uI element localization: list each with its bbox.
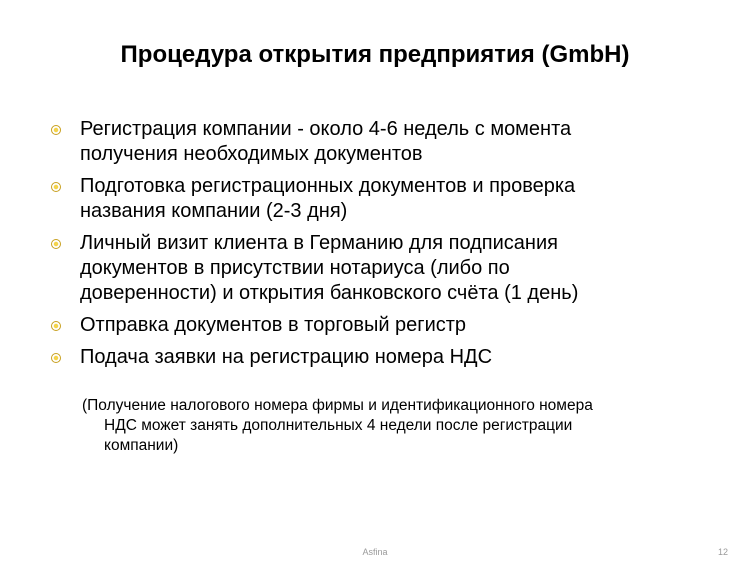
note-line: (Получение налогового номера фирмы и идентификационного номера — [82, 397, 593, 414]
note-line: НДС может занять дополнительных 4 недели после регистрации — [104, 417, 573, 434]
bullet-circle-icon — [51, 239, 61, 249]
vat-note — [82, 396, 722, 456]
bullet-line: доверенности) и открытия банковского счёта (1 день) — [80, 282, 579, 304]
bullet-line: названия компании (2-3 дня) — [80, 200, 348, 222]
bullet-line: Регистрация компании - около 4-6 недель с момента — [80, 118, 572, 140]
bullet-line: Личный визит клиента в Германию для подписания — [80, 232, 558, 254]
bullet-circle-icon — [51, 353, 61, 363]
bullet-list — [48, 117, 708, 377]
bullet-line: Подготовка регистрационных документов и проверка — [80, 175, 576, 197]
bullet-item — [48, 174, 708, 224]
slide-title: Процедура открытия предприятия (GmbH) — [120, 41, 630, 68]
note-line: компании) — [104, 437, 179, 454]
footer-brand: Asfina — [362, 547, 388, 557]
bullet-line: документов в присутствии нотариуса (либо по — [80, 257, 510, 279]
bullet-circle-icon — [51, 125, 61, 135]
page-number: 12 — [717, 547, 728, 557]
bullet-item — [48, 313, 708, 338]
bullet-circle-icon — [51, 182, 61, 192]
bullet-circle-icon — [51, 321, 61, 331]
bullet-item — [48, 117, 708, 167]
bullet-line: получения необходимых документов — [80, 143, 423, 165]
bullet-line: Подача заявки на регистрацию номера НДС — [80, 346, 493, 368]
bullet-line: Отправка документов в торговый регистр — [80, 314, 467, 336]
bullet-item — [48, 231, 708, 306]
bullet-item — [48, 345, 708, 370]
